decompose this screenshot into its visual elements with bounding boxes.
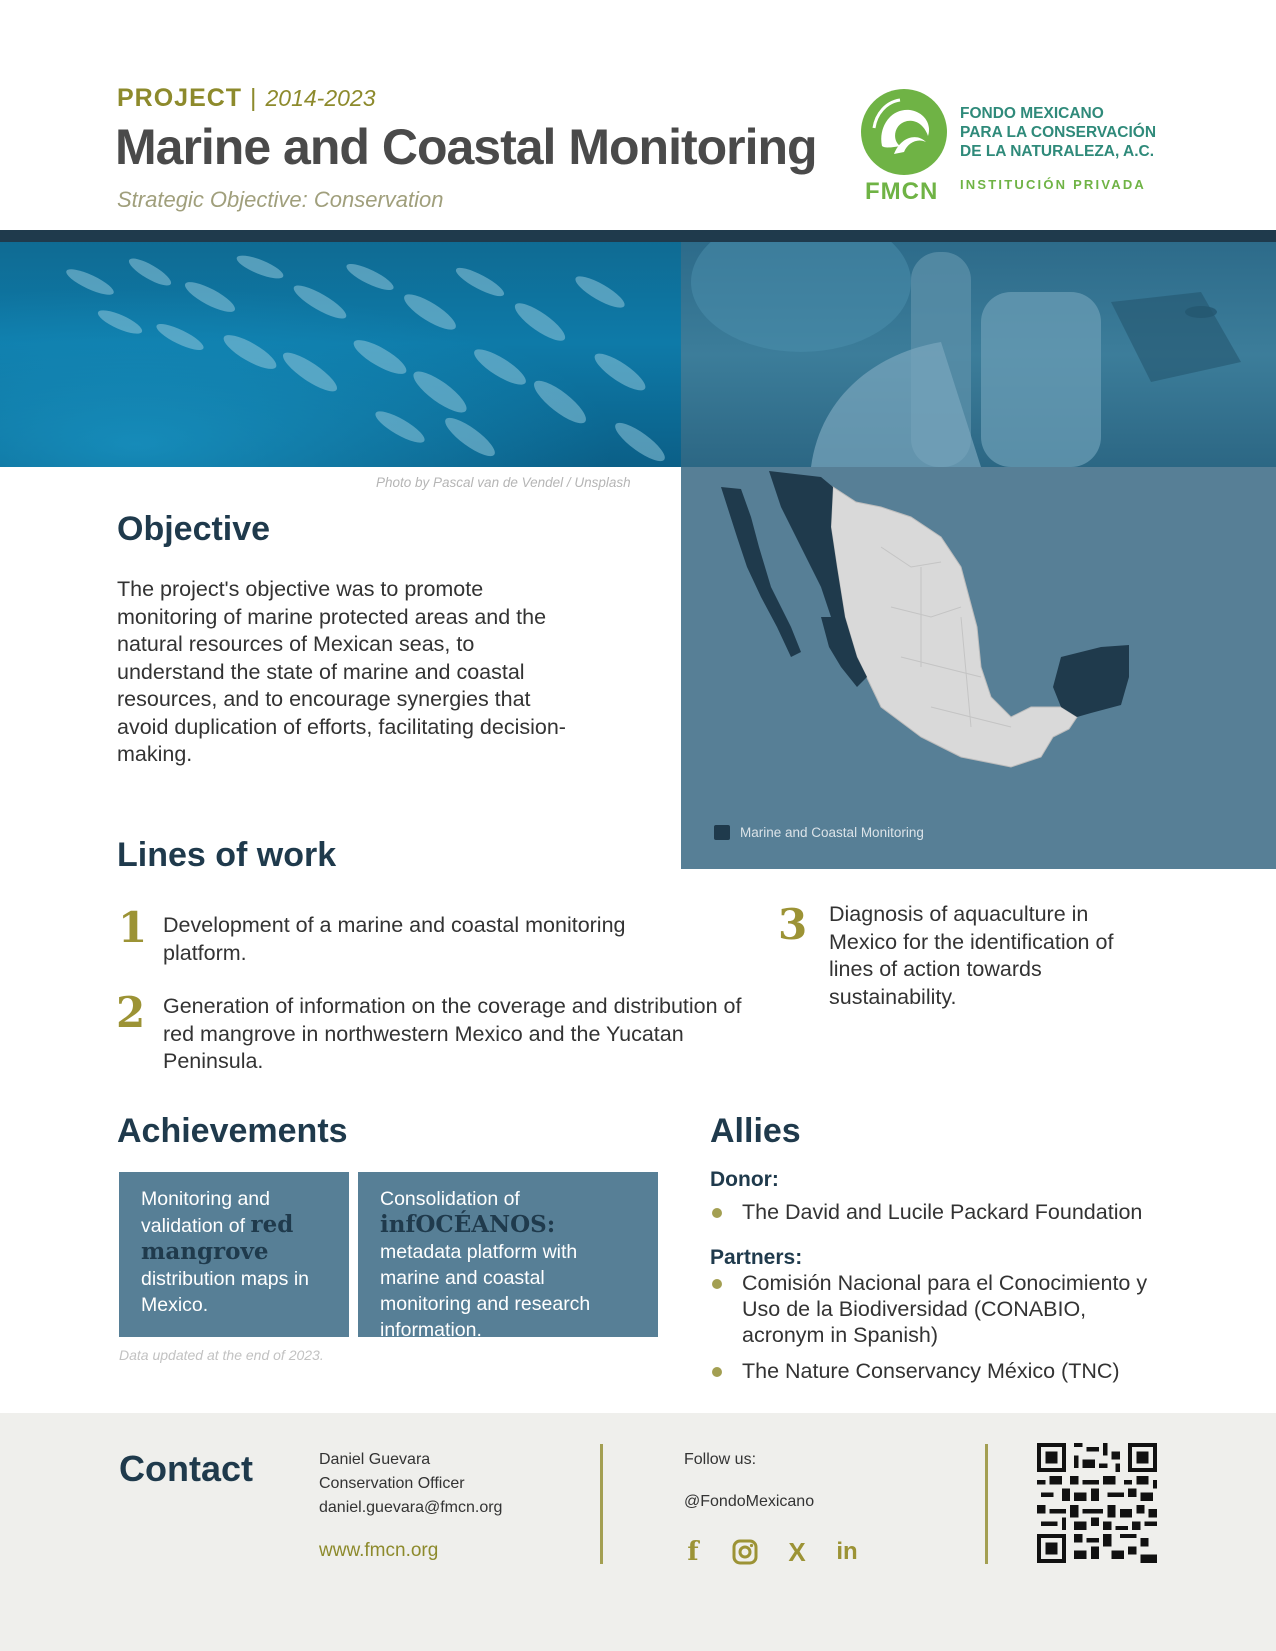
bullet-icon [712, 1367, 722, 1377]
project-line [117, 84, 376, 113]
achievement-text: Consolidation of [380, 1188, 520, 1210]
fish-school-photo [0, 242, 681, 467]
mexico-map [681, 467, 1276, 869]
follow-label: Follow us: [684, 1451, 757, 1468]
diver-photo [681, 242, 1276, 467]
achievement-text: Monitoring and validation of [141, 1188, 270, 1237]
line-text: Generation of information on the coverage and distribution of red mangrove in northwestern Mexico and the Yucatan Peninsula. [163, 994, 742, 1073]
fmcn-logo-icon [860, 88, 948, 176]
partners-label: Partners: [710, 1246, 803, 1269]
line-text: Development of a marine and coastal monitoring platform. [163, 913, 626, 965]
achievement-text: metadata platform with marine and coastal monitoring and research information. [380, 1241, 591, 1341]
project-label: PROJECT [117, 84, 243, 112]
donor-name: The David and Lucile Packard Foundation [742, 1200, 1143, 1224]
logo-name [960, 104, 1156, 161]
bullet-icon [712, 1208, 722, 1218]
achievement-highlight: red mangrove [141, 1211, 294, 1265]
line-number: 3 [778, 900, 808, 949]
achievements-heading: Achievements [117, 1112, 348, 1150]
legend-label: Marine and Coastal Monitoring [740, 825, 924, 840]
social-handle[interactable]: @FondoMexicano [684, 1493, 815, 1510]
map-yucatan [1053, 645, 1129, 717]
instagram-icon[interactable] [730, 1535, 760, 1569]
allies-heading: Allies [710, 1112, 801, 1150]
lines-of-work-heading: Lines of work [117, 836, 337, 874]
map-mainland [831, 487, 1077, 767]
logo-name-line: DE LA NATURALEZA, A.C. [960, 143, 1155, 160]
project-separator: | [250, 84, 258, 112]
contact-email[interactable]: daniel.guevara@fmcn.org [319, 1499, 503, 1516]
donor-item [712, 1199, 1172, 1225]
page-subtitle: Strategic Objective: Conservation [117, 187, 444, 212]
contact-role: Conservation Officer [319, 1475, 465, 1492]
contact-heading: Contact [119, 1448, 253, 1489]
header-divider [0, 230, 1276, 242]
qr-code-icon[interactable] [1037, 1443, 1157, 1563]
page-header [0, 0, 1276, 230]
objective-text: The project's objective was to promote monitoring of marine protected areas and the natural resources of Mexican seas, to understand the state of marine and coastal resources, and to encourage synergies that avoid duplication of efforts, facilitating decision-making. [117, 577, 566, 766]
logo-abbreviation: FMCN [865, 178, 939, 205]
map-legend [714, 825, 924, 840]
contact-name: Daniel Guevara [319, 1451, 431, 1468]
line-number: 1 [118, 903, 148, 952]
logo-subline: INSTITUCIÓN PRIVADA [960, 177, 1147, 192]
mexico-map-panel [681, 467, 1276, 869]
linkedin-icon[interactable]: in [836, 1538, 858, 1565]
partner-name: Comisión Nacional para el Conocimiento y Uso de la Biodiversidad (CONABIO, acronym in Spanish) [742, 1271, 1148, 1347]
data-update-note: Data updated at the end of 2023. [119, 1347, 324, 1363]
project-years: 2014-2023 [265, 85, 376, 111]
achievement-card [119, 1172, 349, 1337]
logo-name-line: FONDO MEXICANO [960, 105, 1104, 122]
logo-name-line: PARA LA CONSERVACIÓN [960, 124, 1157, 141]
donor-label: Donor: [710, 1168, 779, 1191]
line-number: 2 [116, 988, 146, 1037]
page-title: Marine and Coastal Monitoring [115, 119, 817, 175]
objective-heading: Objective [117, 510, 271, 548]
partner-item [712, 1270, 1152, 1348]
website-link[interactable]: www.fmcn.org [319, 1540, 439, 1561]
facebook-icon[interactable]: f [687, 1537, 699, 1567]
legend-swatch [714, 825, 730, 840]
line-text: Diagnosis of aquaculture in Mexico for the identification of lines of action towards sustainability. [829, 902, 1114, 1009]
bullet-icon [712, 1279, 722, 1289]
partner-name: The Nature Conservancy México (TNC) [742, 1359, 1120, 1383]
footer-divider [985, 1444, 988, 1564]
achievement-card [358, 1172, 658, 1341]
x-icon[interactable]: X [788, 1536, 806, 1567]
achievement-text: distribution maps in Mexico. [141, 1268, 309, 1316]
partner-item [712, 1358, 1172, 1384]
footer-divider [600, 1444, 603, 1564]
achievement-highlight: infOCÉANOS: [380, 1211, 556, 1238]
photo-credit: Photo by Pascal van de Vendel / Unsplash [376, 475, 631, 490]
